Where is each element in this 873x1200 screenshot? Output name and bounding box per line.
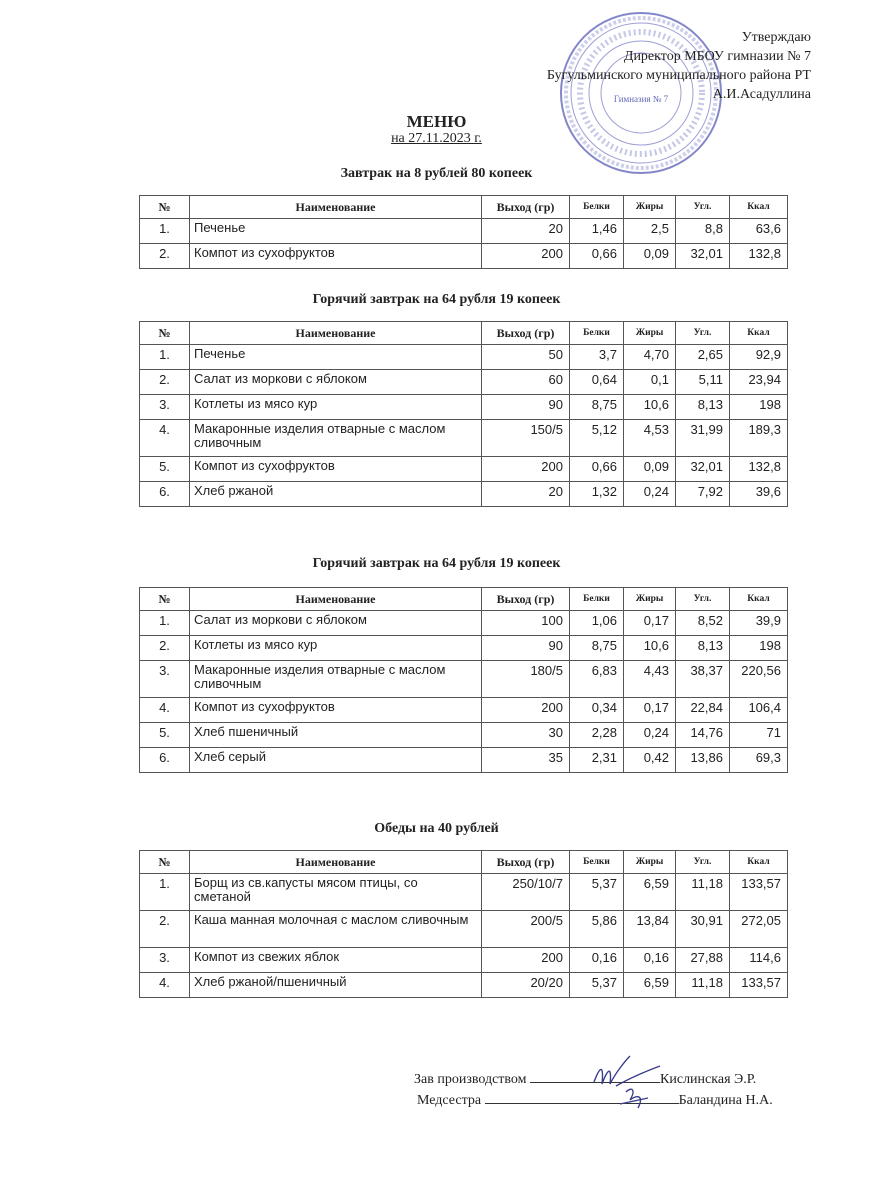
cell-carb: 7,92	[676, 482, 730, 507]
cell-num: 2.	[140, 370, 190, 395]
cell-num: 6.	[140, 482, 190, 507]
cell-carb: 30,91	[676, 911, 730, 948]
cell-protein: 5,86	[570, 911, 624, 948]
cell-carb: 38,37	[676, 661, 730, 698]
cell-num: 1.	[140, 219, 190, 244]
cell-kcal: 198	[730, 395, 788, 420]
cell-yield: 200	[482, 457, 570, 482]
cell-fat: 0,16	[624, 948, 676, 973]
col-header: №	[140, 196, 190, 219]
col-header: Выход (гр)	[482, 851, 570, 874]
section-title: Горячий завтрак на 64 рубля 19 копеек	[312, 556, 561, 571]
cell-name: Макаронные изделия отварные с маслом сливочным	[190, 420, 482, 457]
cell-yield: 100	[482, 611, 570, 636]
cell-num: 5.	[140, 457, 190, 482]
cell-kcal: 39,9	[730, 611, 788, 636]
cell-num: 2.	[140, 244, 190, 269]
cell-kcal: 92,9	[730, 345, 788, 370]
cell-name: Печенье	[190, 345, 482, 370]
section-title: Завтрак на 8 рублей 80 копеек	[340, 166, 533, 181]
menu-date: на 27.11.2023 г.	[391, 131, 482, 146]
cell-num: 4.	[140, 420, 190, 457]
cell-protein: 1,46	[570, 219, 624, 244]
col-header: Угл.	[676, 196, 730, 219]
cell-name: Компот из сухофруктов	[190, 698, 482, 723]
cell-fat: 10,6	[624, 636, 676, 661]
cell-name: Компот из свежих яблок	[190, 948, 482, 973]
cell-num: 1.	[140, 874, 190, 911]
cell-fat: 6,59	[624, 973, 676, 998]
col-header: Белки	[570, 588, 624, 611]
approval-line: Директор МБОУ гимназии № 7	[623, 49, 811, 64]
table-header-row	[140, 322, 788, 345]
menu-table	[139, 321, 788, 507]
cell-yield: 20/20	[482, 973, 570, 998]
cell-num: 3.	[140, 395, 190, 420]
col-header: Жиры	[624, 196, 676, 219]
cell-yield: 30	[482, 723, 570, 748]
cell-kcal: 114,6	[730, 948, 788, 973]
cell-fat: 4,43	[624, 661, 676, 698]
cell-kcal: 198	[730, 636, 788, 661]
cell-protein: 6,83	[570, 661, 624, 698]
cell-protein: 0,64	[570, 370, 624, 395]
col-header: Наименование	[190, 588, 482, 611]
cell-kcal: 132,8	[730, 244, 788, 269]
cell-name: Салат из моркови с яблоком	[190, 370, 482, 395]
cell-protein: 2,31	[570, 748, 624, 773]
stamp-center-text: Гимназия № 7	[613, 94, 669, 104]
signature-person: Баландина Н.А.	[678, 1093, 773, 1108]
cell-carb: 8,52	[676, 611, 730, 636]
col-header: Жиры	[624, 322, 676, 345]
cell-num: 1.	[140, 345, 190, 370]
cell-fat: 0,09	[624, 457, 676, 482]
cell-name: Котлеты из мясо кур	[190, 395, 482, 420]
col-header: Выход (гр)	[482, 588, 570, 611]
cell-name: Котлеты из мясо кур	[190, 636, 482, 661]
col-header: Угл.	[676, 851, 730, 874]
col-header: Белки	[570, 322, 624, 345]
table-row	[140, 948, 788, 973]
cell-name: Салат из моркови с яблоком	[190, 611, 482, 636]
table-header-row	[140, 196, 788, 219]
cell-name: Хлеб ржаной	[190, 482, 482, 507]
cell-kcal: 23,94	[730, 370, 788, 395]
col-header: №	[140, 588, 190, 611]
cell-fat: 4,70	[624, 345, 676, 370]
cell-num: 6.	[140, 748, 190, 773]
col-header: Ккал	[730, 322, 788, 345]
cell-kcal: 272,05	[730, 911, 788, 948]
cell-yield: 200	[482, 244, 570, 269]
table-row	[140, 698, 788, 723]
cell-name: Компот из сухофруктов	[190, 244, 482, 269]
cell-name: Хлеб серый	[190, 748, 482, 773]
signature-role: Медсестра	[417, 1093, 482, 1108]
col-header: Выход (гр)	[482, 322, 570, 345]
approval-block	[547, 28, 811, 104]
cell-protein: 2,28	[570, 723, 624, 748]
cell-carb: 8,13	[676, 395, 730, 420]
col-header: Жиры	[624, 588, 676, 611]
approval-line: Утверждаю	[741, 30, 811, 45]
col-header: Наименование	[190, 851, 482, 874]
menu-table	[139, 195, 788, 269]
cell-carb: 27,88	[676, 948, 730, 973]
table-row	[140, 911, 788, 948]
cell-fat: 2,5	[624, 219, 676, 244]
cell-yield: 150/5	[482, 420, 570, 457]
cell-yield: 90	[482, 395, 570, 420]
table-row	[140, 482, 788, 507]
cell-carb: 5,11	[676, 370, 730, 395]
cell-yield: 250/10/7	[482, 874, 570, 911]
cell-fat: 0,17	[624, 611, 676, 636]
cell-yield: 60	[482, 370, 570, 395]
cell-fat: 6,59	[624, 874, 676, 911]
cell-fat: 10,6	[624, 395, 676, 420]
col-header: №	[140, 322, 190, 345]
col-header: Наименование	[190, 322, 482, 345]
cell-num: 3.	[140, 948, 190, 973]
cell-fat: 0,09	[624, 244, 676, 269]
cell-num: 1.	[140, 611, 190, 636]
cell-num: 4.	[140, 698, 190, 723]
cell-fat: 13,84	[624, 911, 676, 948]
signature-person: Кислинская Э.Р.	[660, 1072, 757, 1087]
table-row	[140, 723, 788, 748]
table-row	[140, 345, 788, 370]
cell-carb: 8,8	[676, 219, 730, 244]
col-header: Выход (гр)	[482, 196, 570, 219]
cell-yield: 20	[482, 219, 570, 244]
cell-yield: 35	[482, 748, 570, 773]
cell-kcal: 189,3	[730, 420, 788, 457]
cell-carb: 11,18	[676, 874, 730, 911]
section-title: Обеды на 40 рублей	[374, 821, 499, 836]
col-header: Белки	[570, 851, 624, 874]
col-header: Ккал	[730, 588, 788, 611]
table-row	[140, 420, 788, 457]
cell-protein: 3,7	[570, 345, 624, 370]
handwritten-signature	[586, 1046, 666, 1116]
cell-kcal: 106,4	[730, 698, 788, 723]
table-row	[140, 874, 788, 911]
cell-fat: 0,42	[624, 748, 676, 773]
cell-protein: 5,12	[570, 420, 624, 457]
cell-carb: 31,99	[676, 420, 730, 457]
table-header-row	[140, 588, 788, 611]
cell-carb: 32,01	[676, 244, 730, 269]
cell-kcal: 63,6	[730, 219, 788, 244]
table-header-row	[140, 851, 788, 874]
cell-yield: 20	[482, 482, 570, 507]
table-row	[140, 370, 788, 395]
cell-protein: 8,75	[570, 395, 624, 420]
table-row	[140, 973, 788, 998]
cell-yield: 90	[482, 636, 570, 661]
cell-fat: 0,24	[624, 482, 676, 507]
cell-protein: 0,34	[570, 698, 624, 723]
cell-carb: 14,76	[676, 723, 730, 748]
cell-num: 2.	[140, 636, 190, 661]
table-row	[140, 457, 788, 482]
table-row	[140, 636, 788, 661]
cell-kcal: 39,6	[730, 482, 788, 507]
cell-name: Каша манная молочная с маслом сливочным	[190, 911, 482, 948]
table-row	[140, 395, 788, 420]
cell-protein: 0,66	[570, 457, 624, 482]
cell-carb: 22,84	[676, 698, 730, 723]
menu-title: МЕНЮ	[406, 112, 467, 131]
cell-kcal: 133,57	[730, 874, 788, 911]
table-row	[140, 244, 788, 269]
cell-carb: 11,18	[676, 973, 730, 998]
cell-carb: 2,65	[676, 345, 730, 370]
col-header: Ккал	[730, 196, 788, 219]
table-row	[140, 661, 788, 698]
cell-protein: 1,32	[570, 482, 624, 507]
cell-yield: 200/5	[482, 911, 570, 948]
cell-name: Печенье	[190, 219, 482, 244]
cell-kcal: 71	[730, 723, 788, 748]
col-header: Жиры	[624, 851, 676, 874]
cell-protein: 5,37	[570, 973, 624, 998]
cell-num: 4.	[140, 973, 190, 998]
cell-fat: 4,53	[624, 420, 676, 457]
menu-table	[139, 850, 788, 998]
cell-fat: 0,1	[624, 370, 676, 395]
col-header: Наименование	[190, 196, 482, 219]
col-header: №	[140, 851, 190, 874]
cell-num: 3.	[140, 661, 190, 698]
cell-name: Хлеб пшеничный	[190, 723, 482, 748]
approval-line: Бугульминского муниципального района РТ	[546, 68, 811, 83]
cell-num: 5.	[140, 723, 190, 748]
menu-table	[139, 587, 788, 773]
cell-yield: 200	[482, 698, 570, 723]
cell-protein: 5,37	[570, 874, 624, 911]
cell-num: 2.	[140, 911, 190, 948]
cell-yield: 50	[482, 345, 570, 370]
cell-kcal: 220,56	[730, 661, 788, 698]
cell-name: Компот из сухофруктов	[190, 457, 482, 482]
cell-protein: 8,75	[570, 636, 624, 661]
cell-fat: 0,24	[624, 723, 676, 748]
cell-carb: 13,86	[676, 748, 730, 773]
cell-carb: 8,13	[676, 636, 730, 661]
cell-kcal: 132,8	[730, 457, 788, 482]
cell-yield: 200	[482, 948, 570, 973]
table-row	[140, 748, 788, 773]
col-header: Угл.	[676, 322, 730, 345]
cell-kcal: 69,3	[730, 748, 788, 773]
cell-protein: 0,16	[570, 948, 624, 973]
cell-name: Борщ из св.капусты мясом птицы, со сметаной	[190, 874, 482, 911]
cell-yield: 180/5	[482, 661, 570, 698]
cell-name: Хлеб ржаной/пшеничный	[190, 973, 482, 998]
section-title: Горячий завтрак на 64 рубля 19 копеек	[312, 292, 561, 307]
cell-name: Макаронные изделия отварные с маслом сливочным	[190, 661, 482, 698]
table-row	[140, 219, 788, 244]
approval-line: А.И.Асадуллина	[712, 87, 811, 102]
cell-kcal: 133,57	[730, 973, 788, 998]
cell-protein: 1,06	[570, 611, 624, 636]
signature-role: Зав производством	[414, 1072, 527, 1087]
cell-protein: 0,66	[570, 244, 624, 269]
col-header: Угл.	[676, 588, 730, 611]
cell-fat: 0,17	[624, 698, 676, 723]
col-header: Ккал	[730, 851, 788, 874]
table-row	[140, 611, 788, 636]
col-header: Белки	[570, 196, 624, 219]
cell-carb: 32,01	[676, 457, 730, 482]
